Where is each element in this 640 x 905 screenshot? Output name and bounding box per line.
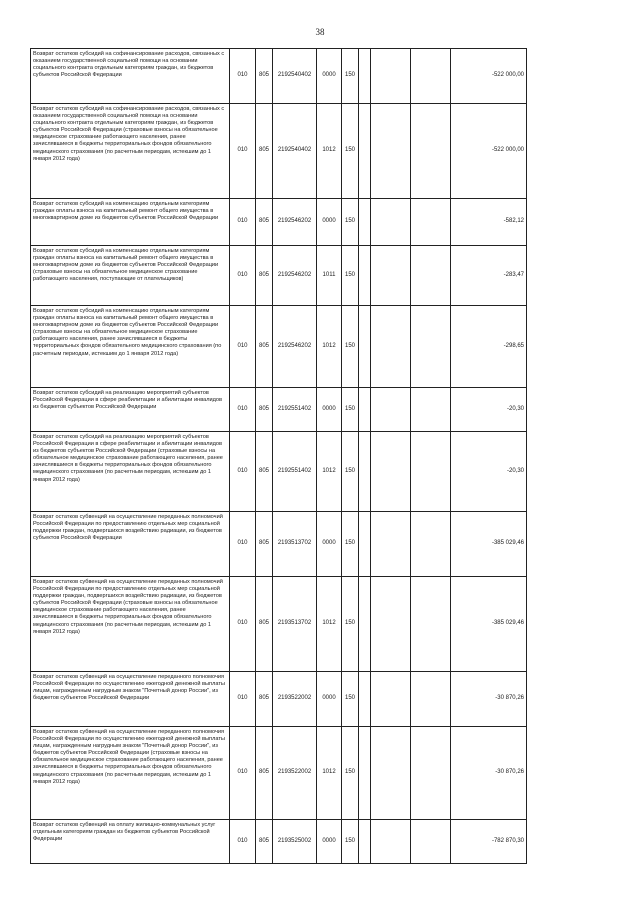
empty-cell bbox=[411, 246, 451, 306]
subcode: 1012 bbox=[317, 104, 342, 199]
table-row bbox=[31, 432, 527, 512]
classification-code: 2193525002 bbox=[273, 820, 317, 864]
amount-cell: -20,30 bbox=[451, 388, 527, 432]
admin-code: 010 bbox=[230, 199, 256, 246]
budget-table bbox=[30, 48, 527, 864]
table-row bbox=[31, 306, 527, 388]
amount-cell: -522 000,00 bbox=[451, 104, 527, 199]
row-description: Возврат остатков субвенций на оплату жилищно-коммунальных услуг отдельным категориям граждан из бюджетов субъектов Российской Федерации bbox=[31, 820, 230, 864]
table-row bbox=[31, 512, 527, 577]
empty-cell bbox=[359, 306, 371, 388]
empty-cell bbox=[411, 49, 451, 104]
empty-cell bbox=[411, 388, 451, 432]
chapter-code: 805 bbox=[256, 672, 273, 727]
table-row bbox=[31, 727, 527, 820]
admin-code: 010 bbox=[230, 104, 256, 199]
subcode: 0000 bbox=[317, 49, 342, 104]
classification-code: 2192551402 bbox=[273, 432, 317, 512]
subcode: 1012 bbox=[317, 432, 342, 512]
chapter-code: 805 bbox=[256, 306, 273, 388]
empty-cell bbox=[371, 246, 411, 306]
empty-cell bbox=[371, 388, 411, 432]
classification-code: 2193522002 bbox=[273, 672, 317, 727]
empty-cell bbox=[411, 432, 451, 512]
empty-cell bbox=[371, 49, 411, 104]
admin-code: 010 bbox=[230, 49, 256, 104]
empty-cell bbox=[371, 306, 411, 388]
kosgu-code: 150 bbox=[342, 199, 359, 246]
subcode: 1012 bbox=[317, 306, 342, 388]
kosgu-code: 150 bbox=[342, 388, 359, 432]
amount-cell: -298,65 bbox=[451, 306, 527, 388]
chapter-code: 805 bbox=[256, 432, 273, 512]
row-description: Возврат остатков субсидий на софинансирование расходов, связанных с оказанием государственной социальной помощи на основании социального контракта отдельным категориям граждан, из бюджетов субъектов Российской Федерации (страховые взносы на обязательное медицинское страхование работающего населения, ранее зачислявшиеся в бюджеты территориальных фондов обязательного медицинского страхования (по расчетным периодам, истекшим до 1 января 2012 года) bbox=[31, 104, 230, 199]
admin-code: 010 bbox=[230, 820, 256, 864]
empty-cell bbox=[359, 388, 371, 432]
kosgu-code: 150 bbox=[342, 432, 359, 512]
row-description: Возврат остатков субсидий на компенсацию отдельным категориям граждан оплаты взноса на капитальный ремонт общего имущества в многоквартирном доме из бюджетов субъектов Российской Федерации (страховые взносы на обязательное медицинское страхование работающего населения, поступающие от плательщиков) bbox=[31, 246, 230, 306]
kosgu-code: 150 bbox=[342, 104, 359, 199]
classification-code: 2193513702 bbox=[273, 577, 317, 672]
chapter-code: 805 bbox=[256, 512, 273, 577]
admin-code: 010 bbox=[230, 306, 256, 388]
empty-cell bbox=[411, 672, 451, 727]
row-description: Возврат остатков субвенций на осуществление переданных полномочий Российской Федерации по предоставлению отдельных мер социальной поддержки граждан, подвергшихся воздействию радиации, из бюджетов субъектов Российской Федерации bbox=[31, 512, 230, 577]
amount-cell: -30 870,26 bbox=[451, 727, 527, 820]
subcode: 1011 bbox=[317, 246, 342, 306]
row-description: Возврат остатков субсидий на компенсацию отдельным категориям граждан оплаты взноса на капитальный ремонт общего имущества в многоквартирном доме из бюджетов субъектов Российской Федерации (страховые взносы на обязательное медицинское страхование работающего населения, ранее зачислявшиеся в бюджеты территориальных фондов обязательного медицинского страхования (по расчетным периодам, истекшим до 1 января 2012 года) bbox=[31, 306, 230, 388]
empty-cell bbox=[359, 672, 371, 727]
empty-cell bbox=[411, 104, 451, 199]
row-description: Возврат остатков субвенций на осуществление переданных полномочий Российской Федерации по предоставлению отдельных мер социальной поддержки граждан, подвергшихся воздействию радиации, из бюджетов субъектов Российской Федерации (страховые взносы на обязательное медицинское страхование работающего населения, ранее зачислявшиеся в бюджеты территориальных фондов обязательного медицинского страхования (по расчетным периодам, истекшим до 1 января 2012 года) bbox=[31, 577, 230, 672]
chapter-code: 805 bbox=[256, 246, 273, 306]
table-row bbox=[31, 820, 527, 864]
empty-cell bbox=[411, 727, 451, 820]
kosgu-code: 150 bbox=[342, 246, 359, 306]
empty-cell bbox=[359, 820, 371, 864]
classification-code: 2192546202 bbox=[273, 306, 317, 388]
empty-cell bbox=[371, 727, 411, 820]
empty-cell bbox=[411, 512, 451, 577]
amount-cell: -782 870,30 bbox=[451, 820, 527, 864]
chapter-code: 805 bbox=[256, 199, 273, 246]
empty-cell bbox=[371, 672, 411, 727]
admin-code: 010 bbox=[230, 512, 256, 577]
subcode: 0000 bbox=[317, 820, 342, 864]
empty-cell bbox=[359, 49, 371, 104]
amount-cell: -20,30 bbox=[451, 432, 527, 512]
amount-cell: -385 029,46 bbox=[451, 512, 527, 577]
empty-cell bbox=[371, 432, 411, 512]
admin-code: 010 bbox=[230, 577, 256, 672]
classification-code: 2192540402 bbox=[273, 49, 317, 104]
empty-cell bbox=[359, 727, 371, 820]
amount-cell: -522 000,00 bbox=[451, 49, 527, 104]
amount-cell: -582,12 bbox=[451, 199, 527, 246]
chapter-code: 805 bbox=[256, 577, 273, 672]
empty-cell bbox=[359, 432, 371, 512]
subcode: 0000 bbox=[317, 672, 342, 727]
classification-code: 2192540402 bbox=[273, 104, 317, 199]
subcode: 1012 bbox=[317, 577, 342, 672]
amount-cell: -30 870,26 bbox=[451, 672, 527, 727]
kosgu-code: 150 bbox=[342, 672, 359, 727]
subcode: 0000 bbox=[317, 199, 342, 246]
classification-code: 2192546202 bbox=[273, 246, 317, 306]
empty-cell bbox=[359, 577, 371, 672]
empty-cell bbox=[371, 104, 411, 199]
table-row bbox=[31, 104, 527, 199]
amount-cell: -385 029,46 bbox=[451, 577, 527, 672]
page-number: 38 bbox=[315, 27, 325, 37]
kosgu-code: 150 bbox=[342, 727, 359, 820]
amount-cell: -283,47 bbox=[451, 246, 527, 306]
kosgu-code: 150 bbox=[342, 577, 359, 672]
admin-code: 010 bbox=[230, 388, 256, 432]
kosgu-code: 150 bbox=[342, 820, 359, 864]
table-row bbox=[31, 199, 527, 246]
classification-code: 2193522002 bbox=[273, 727, 317, 820]
table-row bbox=[31, 49, 527, 104]
empty-cell bbox=[359, 246, 371, 306]
subcode: 1012 bbox=[317, 727, 342, 820]
empty-cell bbox=[371, 199, 411, 246]
chapter-code: 805 bbox=[256, 104, 273, 199]
subcode: 0000 bbox=[317, 388, 342, 432]
kosgu-code: 150 bbox=[342, 512, 359, 577]
table-body bbox=[31, 49, 527, 864]
admin-code: 010 bbox=[230, 246, 256, 306]
classification-code: 2192546202 bbox=[273, 199, 317, 246]
table-row bbox=[31, 672, 527, 727]
classification-code: 2192551402 bbox=[273, 388, 317, 432]
admin-code: 010 bbox=[230, 727, 256, 820]
empty-cell bbox=[411, 577, 451, 672]
empty-cell bbox=[411, 199, 451, 246]
classification-code: 2193513702 bbox=[273, 512, 317, 577]
empty-cell bbox=[411, 306, 451, 388]
row-description: Возврат остатков субсидий на софинансирование расходов, связанных с оказанием государственной социальной помощи на основании социального контракта отдельным категориям граждан, из бюджетов субъектов Российской Федерации bbox=[31, 49, 230, 104]
empty-cell bbox=[411, 820, 451, 864]
kosgu-code: 150 bbox=[342, 306, 359, 388]
row-description: Возврат остатков субвенций на осуществление переданного полномочия Российской Федерации по осуществлению ежегодной денежной выплаты лицам, награжденным нагрудным знаком "Почетный донор России", из бюджетов субъектов Российской Федерации (страховые взносы на обязательное медицинское страхование работающего населения, ранее зачислявшиеся в бюджеты территориальных фондов обязательного медицинского страхования (по расчетным периодам, истекшим до 1 января 2012 года) bbox=[31, 727, 230, 820]
chapter-code: 805 bbox=[256, 820, 273, 864]
chapter-code: 805 bbox=[256, 388, 273, 432]
empty-cell bbox=[371, 577, 411, 672]
admin-code: 010 bbox=[230, 672, 256, 727]
kosgu-code: 150 bbox=[342, 49, 359, 104]
empty-cell bbox=[371, 512, 411, 577]
empty-cell bbox=[359, 512, 371, 577]
row-description: Возврат остатков субсидий на реализацию мероприятий субъектов Российской Федерации в сфере реабилитации и абилитации инвалидов из бюджетов субъектов Российской Федерации (страховые взносы на обязательное медицинское страхование работающего населения, ранее зачислявшиеся в бюджеты территориальных фондов обязательного медицинского страхования (по расчетным периодам, истекшим до 1 января 2012 года) bbox=[31, 432, 230, 512]
empty-cell bbox=[359, 104, 371, 199]
table-row bbox=[31, 388, 527, 432]
admin-code: 010 bbox=[230, 432, 256, 512]
subcode: 0000 bbox=[317, 512, 342, 577]
row-description: Возврат остатков субсидий на реализацию мероприятий субъектов Российской Федерации в сфере реабилитации и абилитации инвалидов из бюджетов субъектов Российской Федерации bbox=[31, 388, 230, 432]
chapter-code: 805 bbox=[256, 49, 273, 104]
row-description: Возврат остатков субсидий на компенсацию отдельным категориям граждан оплаты взноса на капитальный ремонт общего имущества в многоквартирном доме из бюджетов субъектов Российской Федерации bbox=[31, 199, 230, 246]
empty-cell bbox=[371, 820, 411, 864]
table-row bbox=[31, 246, 527, 306]
chapter-code: 805 bbox=[256, 727, 273, 820]
table-row bbox=[31, 577, 527, 672]
empty-cell bbox=[359, 199, 371, 246]
row-description: Возврат остатков субвенций на осуществление переданного полномочия Российской Федерации по осуществлению ежегодной денежной выплаты лицам, награжденным нагрудным знаком "Почетный донор России", из бюджетов субъектов Российской Федерации bbox=[31, 672, 230, 727]
